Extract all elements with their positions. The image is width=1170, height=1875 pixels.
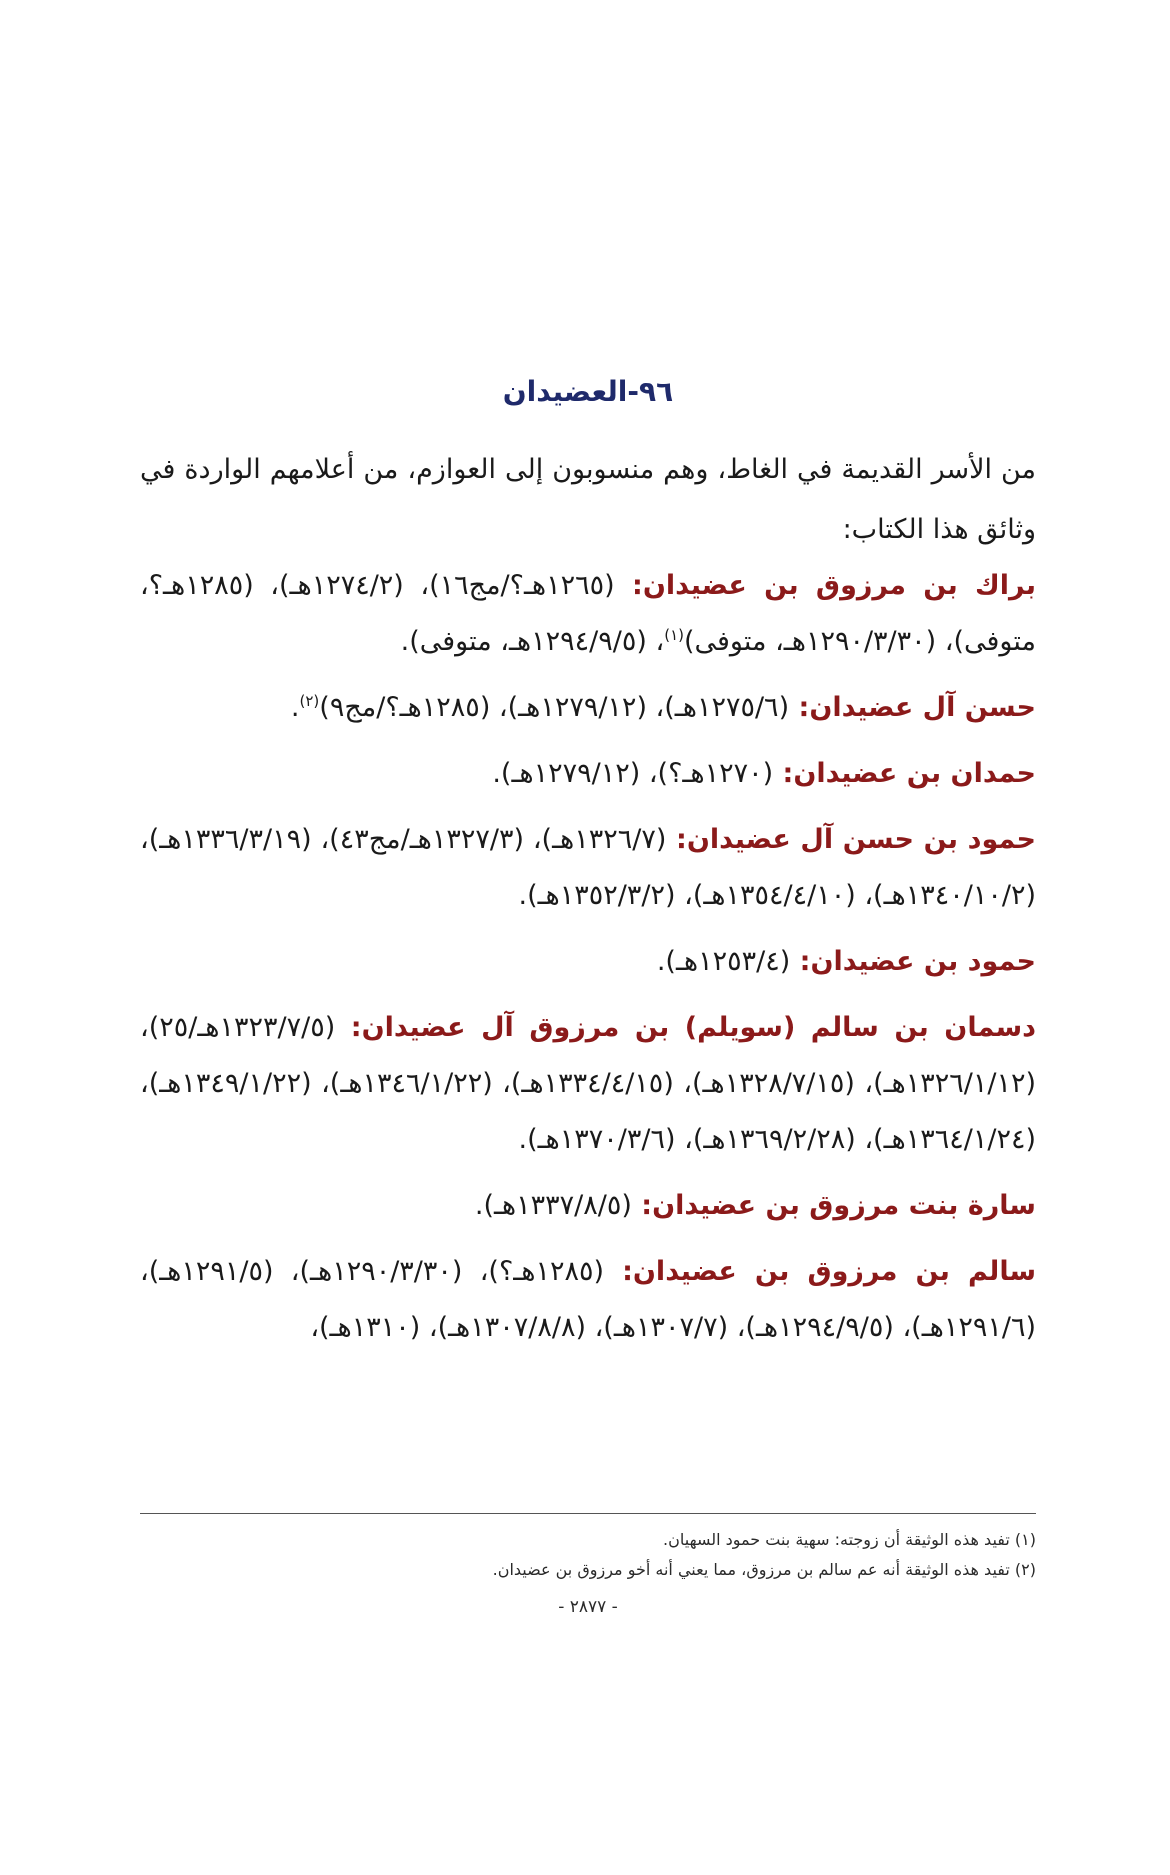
entry-details: (١٢٧٥/٦هـ)، (١٢٧٩/١٢هـ)، (١٢٨٥هـ؟/مج٩) <box>319 692 790 723</box>
page-number: - ٢٨٧٧ - <box>558 1597 618 1617</box>
entry: براك بن مرزوق بن عضيدان: (١٢٦٥هـ؟/مج١٦)، (١٢٧٤/٢هـ)، (١٢٨٥هـ؟، متوفى)، (١٢٩٠/٣/٣٠هـ، متوفى)$^{(١)}$، (١٢٩٤/٩/٥هـ، متوفى). <box>140 570 1036 657</box>
entry: سارة بنت مرزوق بن عضيدان: (١٣٣٧/٨/٥هـ). <box>474 1190 1036 1221</box>
entry-name: براك بن مرزوق بن عضيدان <box>642 570 1036 601</box>
entry: سالم بن مرزوق بن عضيدان: (١٢٨٥هـ؟)، (١٢٩٠/٣/٣٠هـ)، (١٢٩١/٥هـ)، (١٢٩١/٦هـ)، (١٢٩٤/٩/٥هـ)، (١٣٠٧/٧هـ)، (١٣٠٧/٨/٨هـ)، (١٣١٠هـ)، <box>140 1256 1037 1343</box>
entry-details: (١٢٦٥هـ؟/مج١٦)، (١٢٧٤/٢هـ)، (١٢٨٥هـ؟، متوفى)، (١٢٩٠/٣/٣٠هـ، متوفى) <box>140 570 1036 657</box>
footnote-ref[interactable]: (٢) <box>299 692 320 710</box>
footnote: (١) تفيد هذه الوثيقة أن زوجته: سهية بنت حمود السهيان. <box>663 1530 1036 1549</box>
entry-details-continued: . <box>290 692 300 723</box>
entry-details: (١٢٨٥هـ؟)، (١٢٩٠/٣/٣٠هـ)، (١٢٩١/٥هـ)، (١٢٩١/٦هـ)، (١٢٩٤/٩/٥هـ)، (١٣٠٧/٧هـ)، (١٣٠٧/٨/٨هـ)، (١٣١٠هـ)، <box>140 1256 1036 1343</box>
entry-details: (١٣٢٣/٧/٥هـ/٢٥)، (١٣٢٦/١/١٢هـ)، (١٣٢٨/٧/١٥هـ)، (١٣٣٤/٤/١٥هـ)، (١٣٤٦/١/٢٢هـ)، (١٣٤٩/١/٢٢هـ)، (١٣٦٤/١/٢٤هـ)، (١٣٦٩/٢/٢٨هـ)، (١٣٧٠/٣/٦هـ). <box>140 1012 1037 1155</box>
entry-name: سالم بن مرزوق بن عضيدان <box>632 1256 1037 1287</box>
footnote: (٢) تفيد هذه الوثيقة أنه عم سالم بن مرزوق، مما يعني أنه أخو مرزوق بن عضيدان. <box>492 1560 1036 1579</box>
entry: حمدان بن عضيدان: (١٢٧٠هـ؟)، (١٢٧٩/١٢هـ). <box>492 758 1036 789</box>
entry-details: (١٣٣٧/٨/٥هـ). <box>474 1190 632 1221</box>
entry-name: حمود بن عضيدان <box>810 946 1036 977</box>
entry-details: (١٢٧٠هـ؟)، (١٢٧٩/١٢هـ). <box>492 758 774 789</box>
entry-details: (١٣٢٦/٧هـ)، (١٣٢٧/٣هـ/مج٤٣)، (١٣٣٦/٣/١٩هـ)، (١٣٤٠/١٠/٢هـ)، (١٣٥٤/٤/١٠هـ)، (١٣٥٢/٣/٢هـ). <box>140 824 1036 911</box>
entry-details: (١٢٥٣/٤هـ). <box>656 946 791 977</box>
entry-name: حسن آل عضيدان <box>809 692 1036 723</box>
entry-name: دسمان بن سالم (سويلم) بن مرزوق آل عضيدان <box>361 1012 1036 1043</box>
entry: حمود بن عضيدان: (١٢٥٣/٤هـ). <box>656 946 1036 977</box>
entry: دسمان بن سالم (سويلم) بن مرزوق آل عضيدان: (١٣٢٣/٧/٥هـ/٢٥)، (١٣٢٦/١/١٢هـ)، (١٣٢٨/٧/١٥هـ)، (١٣٣٤/٤/١٥هـ)، (١٣٤٦/١/٢٢هـ)، (١٣٤٩/١/٢٢هـ)، (١٣٦٤/١/٢٤هـ)، (١٣٦٩/٢/٢٨هـ)، (١٣٧٠/٣/٦هـ). <box>140 1012 1037 1155</box>
entry-name: سارة بنت مرزوق بن عضيدان <box>652 1190 1036 1221</box>
entry-name: حمدان بن عضيدان <box>793 758 1036 789</box>
intro-paragraph: من الأسر القديمة في الغاط، وهم منسوبون إلى العوازم، من أعلامهم الواردة في وثائق هذا الكتاب: <box>140 454 1036 545</box>
entry-name: حمود بن حسن آل عضيدان <box>686 824 1036 855</box>
entry-details-continued: ، (١٢٩٤/٩/٥هـ، متوفى). <box>400 626 665 657</box>
entries-list <box>140 558 1036 1366</box>
entry: حسن آل عضيدان: (١٢٧٥/٦هـ)، (١٢٧٩/١٢هـ)، (١٢٨٥هـ؟/مج٩)$^{(٢)}$. <box>290 692 1036 723</box>
footnote-divider <box>140 1513 1036 1514</box>
section-title: ٩٦-العضيدان <box>502 375 674 408</box>
footnotes <box>140 1525 1036 1585</box>
entry: حمود بن حسن آل عضيدان: (١٣٢٦/٧هـ)، (١٣٢٧/٣هـ/مج٤٣)، (١٣٣٦/٣/١٩هـ)، (١٣٤٠/١٠/٢هـ)، (١٣٥٤/٤/١٠هـ)، (١٣٥٢/٣/٢هـ). <box>140 824 1036 911</box>
footnote-ref[interactable]: (١) <box>664 626 684 644</box>
